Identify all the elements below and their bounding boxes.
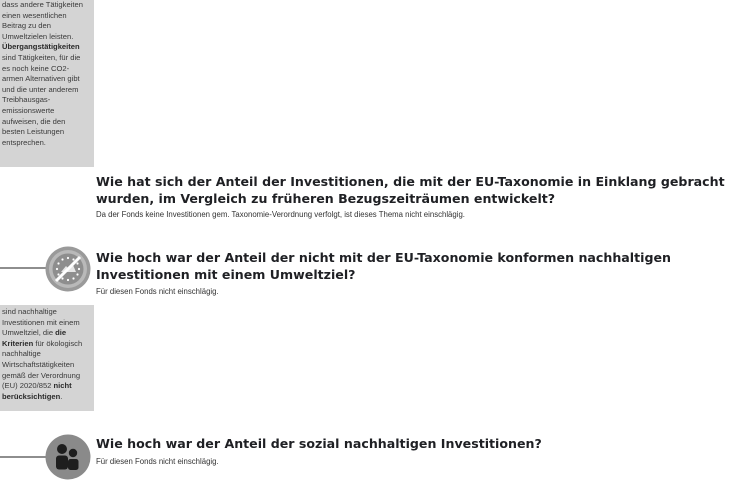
section-note: Für diesen Fonds nicht einschlägig. <box>96 287 219 296</box>
sidebar-line: einen wesentlichen <box>2 10 67 20</box>
section-note: Für diesen Fonds nicht einschlägig. <box>96 457 219 466</box>
section-title-taxonomy-development: Wie hat sich der Anteil der Investitionen, die mit der EU-Taxonomie in Einklang gebracht wurden, im Vergleich zu früheren Bezugszeiträumen entwickelt? <box>96 174 725 206</box>
sidebar-line: nachhaltige <box>2 349 41 359</box>
sidebar-line: Treibhausgas- <box>2 95 51 105</box>
sidebar-definition-environmental <box>0 305 94 411</box>
section-title-social-sustainable: Wie hoch war der Anteil der sozial nachhaltigen Investitionen? <box>96 436 542 451</box>
sidebar-line: berücksichtigen. <box>2 391 63 401</box>
sidebar-line: Umweltziel, die die <box>2 328 67 338</box>
section-note: Da der Fonds keine Investitionen gem. Taxonomie-Verordnung verfolgt, ist dieses Thema nicht einschlägig. <box>96 210 465 219</box>
sidebar-line: Wirtschaftstätigkeiten <box>2 359 75 369</box>
eu-taxonomy-not-aligned-icon <box>45 246 91 292</box>
sidebar-line: Investitionen mit einem <box>2 317 80 327</box>
sidebar-line: entsprechen. <box>2 137 46 147</box>
sidebar-line: Kriterien für ökologisch <box>2 338 83 348</box>
sidebar-line: besten Leistungen <box>2 127 65 137</box>
sidebar-line: sind nachhaltige <box>2 307 57 316</box>
section-divider-line <box>0 267 50 269</box>
sidebar-line: Beitrag zu den <box>2 21 51 31</box>
sidebar-line: dass andere Tätigkeiten <box>2 0 83 9</box>
sidebar-line: emissionswerte <box>2 105 55 115</box>
sidebar-line: armen Alternativen gibt <box>2 74 80 84</box>
sidebar-line: und die unter anderem <box>2 84 79 94</box>
section-title-non-aligned-sustainable: Wie hoch war der Anteil der nicht mit der EU-Taxonomie konformen nachhaltigen Investitionen mit einem Umweltziel? <box>96 250 671 282</box>
section-divider-line <box>0 456 50 458</box>
sidebar-term-bold: Übergangstätigkeiten <box>2 42 80 52</box>
sidebar-line: Umweltzielen leisten. <box>2 31 74 41</box>
sidebar-definition-transitional <box>0 0 94 167</box>
sidebar-line: sind Tätigkeiten, für die <box>2 52 81 62</box>
sidebar-line: aufweisen, die den <box>2 116 66 126</box>
sidebar-line: es noch keine CO2- <box>2 63 70 73</box>
social-investment-people-icon <box>45 434 91 480</box>
sidebar-line: (EU) 2020/852 nicht <box>2 381 72 391</box>
sidebar-line: gemäß der Verordnung <box>2 370 81 380</box>
